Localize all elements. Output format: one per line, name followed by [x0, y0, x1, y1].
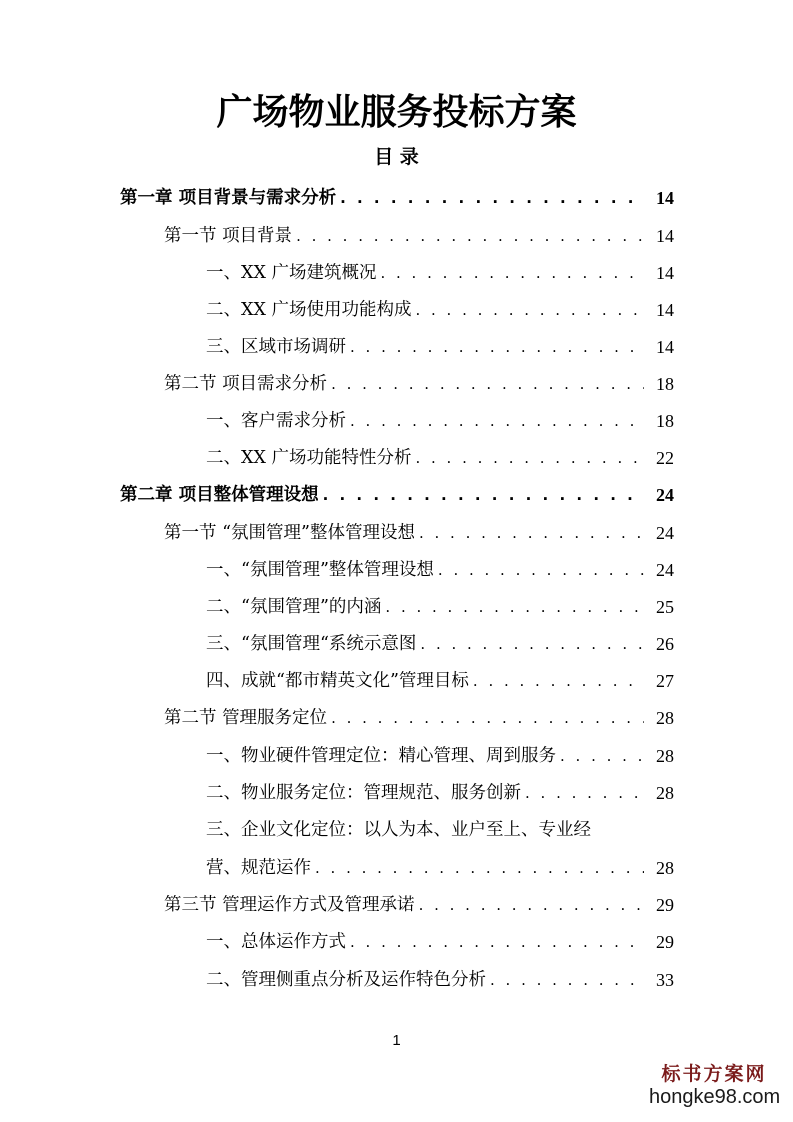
toc-entry[interactable]: [206, 292, 674, 328]
toc-leader-dots: [350, 924, 644, 960]
toc-entry-page: 27: [656, 671, 674, 691]
toc-entry-page: 28: [656, 858, 674, 878]
toc-leader-dots: [419, 515, 644, 551]
toc-leader-dots: [296, 218, 644, 254]
toc-entry-label: 一、“氛围管理”整体管理设想: [206, 560, 434, 580]
toc-entry-page: 14: [656, 188, 674, 208]
toc-entry[interactable]: [120, 180, 674, 216]
toc-leader-dots: [419, 887, 644, 923]
toc-leader-dots: [315, 850, 644, 886]
toc-entry-label: 三、企业文化定位：以人为本、业户至上、专业经: [206, 820, 591, 840]
toc-entry-page: 24: [656, 485, 674, 505]
toc-entry-label: 第一章 项目背景与需求分析: [120, 188, 337, 208]
toc-entry-label: 一、物业硬件管理定位：精心管理、周到服务: [206, 746, 556, 766]
toc-entry[interactable]: [120, 477, 674, 513]
toc-leader-dots: [415, 292, 644, 328]
toc-entry-page: 28: [656, 746, 674, 766]
toc-entry-page: 29: [656, 895, 674, 915]
toc-entry[interactable]: [206, 552, 674, 588]
page-number: 1: [392, 1032, 401, 1049]
toc-heading: 目 录: [374, 146, 419, 168]
toc-entry-label: 四、成就“都市精英文化”管理目标: [206, 671, 469, 691]
toc-entry-page: 14: [656, 263, 674, 283]
toc-entry-page: 24: [656, 523, 674, 543]
toc-leader-dots: [473, 663, 644, 699]
toc-entry-label: 第三节 管理运作方式及管理承诺: [164, 895, 415, 915]
toc-entry[interactable]: [206, 738, 674, 774]
toc-entry[interactable]: [206, 440, 674, 476]
toc-entry[interactable]: [206, 663, 674, 699]
toc-entry-page: 14: [656, 226, 674, 246]
toc-entry-page: 22: [656, 448, 674, 468]
toc-entry[interactable]: [206, 924, 674, 960]
toc-entry-label: 二、“氛围管理”的内涵: [206, 597, 382, 617]
watermark-url-text: hongke98.com: [649, 1086, 781, 1108]
toc-entry[interactable]: [164, 218, 674, 254]
toc-entry-label: 第一节 项目背景: [164, 226, 293, 246]
toc-entry-label: 第二节 管理服务定位: [164, 708, 328, 728]
toc-leader-dots: [380, 255, 644, 291]
toc-entry-page: 18: [656, 374, 674, 394]
toc-entry-label: 第二节 项目需求分析: [164, 374, 328, 394]
toc-entry[interactable]: [206, 589, 674, 625]
toc-leader-dots: [415, 440, 644, 476]
toc-leader-dots: [340, 180, 644, 216]
toc-entry-page: 29: [656, 932, 674, 952]
toc-entry-label: 营、规范运作: [206, 858, 311, 878]
toc-entry-page: 25: [656, 597, 674, 617]
toc-leader-dots: [350, 403, 644, 439]
toc-entry[interactable]: [164, 700, 674, 736]
toc-entry-label: 一、XX 广场建筑概况: [206, 263, 377, 283]
toc-entry-label: 一、总体运作方式: [206, 932, 346, 952]
toc-leader-dots: [525, 775, 644, 811]
document-title: 广场物业服务投标方案: [216, 92, 577, 133]
toc-entry-page: 18: [656, 411, 674, 431]
toc-leader-dots: [490, 962, 644, 998]
toc-leader-dots: [560, 738, 644, 774]
toc-entry[interactable]: [164, 887, 674, 923]
toc-entry[interactable]: [206, 775, 674, 811]
toc-entry-page: 28: [656, 708, 674, 728]
toc-entry[interactable]: [164, 515, 674, 551]
toc-entry-label: 三、区域市场调研: [206, 337, 346, 357]
toc-entry-label: 第二章 项目整体管理设想: [120, 485, 319, 505]
toc-entry-page: 14: [656, 337, 674, 357]
toc-entry-label: 二、管理侧重点分析及运作特色分析: [206, 970, 486, 990]
toc-entry-page: 14: [656, 300, 674, 320]
toc-entry-page: 24: [656, 560, 674, 580]
toc-leader-dots: [331, 700, 644, 736]
toc-entry-page: 28: [656, 783, 674, 803]
toc-leader-dots: [438, 552, 644, 588]
toc-entry[interactable]: [164, 366, 674, 402]
toc-entry-label: 二、XX 广场使用功能构成: [206, 300, 412, 320]
toc-entry-page: 33: [656, 970, 674, 990]
toc-entry-page: 26: [656, 634, 674, 654]
toc-entry-label: 三、“氛围管理“系统示意图: [206, 634, 417, 654]
toc-entry-label: 第一节 “氛围管理”整体管理设想: [164, 523, 415, 543]
toc-entry-continuation[interactable]: [206, 850, 674, 886]
toc-entry-label: 二、物业服务定位：管理规范、服务创新: [206, 783, 521, 803]
toc-entry[interactable]: [206, 812, 674, 848]
site-watermark-logo: [649, 1062, 779, 1108]
toc-entry-label: 一、客户需求分析: [206, 411, 346, 431]
toc-entry[interactable]: [206, 626, 674, 662]
toc-entry-label: 二、XX 广场功能特性分析: [206, 448, 412, 468]
toc-entry[interactable]: [206, 255, 674, 291]
toc-leader-dots: [323, 477, 644, 513]
toc-entry[interactable]: [206, 403, 674, 439]
toc-leader-dots: [350, 329, 644, 365]
watermark-cn-text: 标书方案网: [661, 1063, 767, 1085]
toc-entry[interactable]: [206, 962, 674, 998]
toc-leader-dots: [331, 366, 644, 402]
toc-entry[interactable]: [206, 329, 674, 365]
toc-leader-dots: [420, 626, 644, 662]
toc-leader-dots: [385, 589, 644, 625]
